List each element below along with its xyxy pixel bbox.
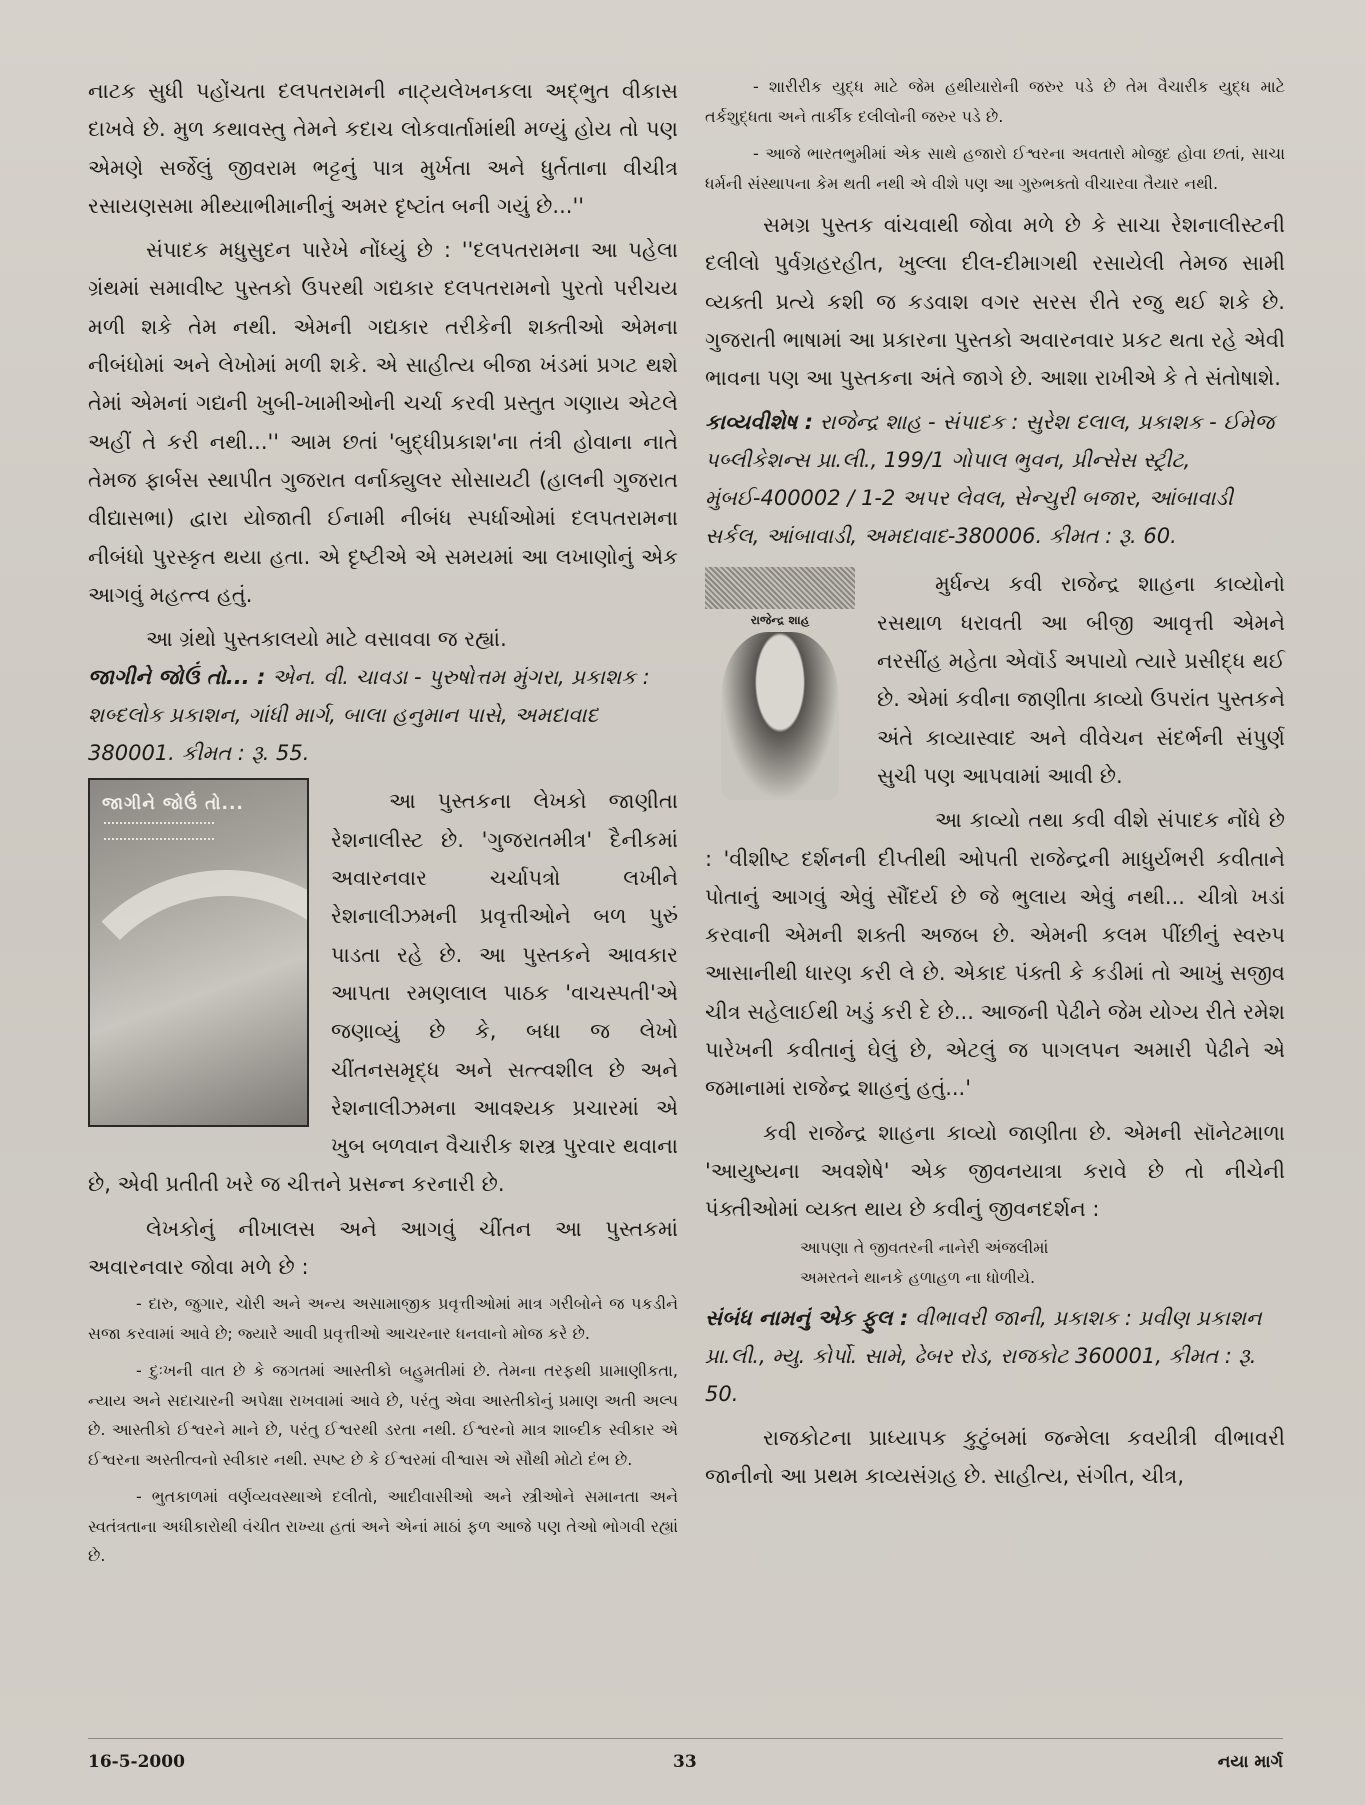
cover-arc-decoration [88,870,309,1127]
paragraph: મુર્ધન્ય કવી રાજેન્દ્ર શાહના કાવ્યોનો રસથાળ ધરાવતી આ બીજી આવૃત્તી એમને નરસીંહ મહેતા એવૉર્ડ અપાયો ત્યારે પ્રસીદ્ધ થઈ છે. એમાં કવીના જાણીતા કાવ્યો ઉપરાંત પુસ્તકને અંતે કાવ્યાસ્વાદ અને વીવેચન સંદર્ભની સંપુર્ણ સુચી પણ આપવામાં આવી છે. [877,572,1285,788]
book-cover-title: જાગીને જોઉં તો... [102,794,244,815]
poem-line: આપણા તે જીવતરની નાનેરી અંજલીમાં [800,1237,1049,1257]
book-citation [705,1299,1285,1413]
paragraph: આ ગ્રંથો પુસ્તકાલયો માટે વસાવવા જ રહ્યાં. [146,627,507,652]
book-details: રાજેન્દ્ર શાહ - સંપાદક : સુરેશ દલાલ, પ્રકાશક - ઈમેજ પબ્લીકેશન્સ પ્રા.લી., 199/1 ગોપાલ ભુવન, પ્રીન્સેસ સ્ટ્રીટ, મુંબઈ-400002 / 1-2 અપર લેવલ, સેન્ચુરી બજાર, આંબાવાડી સર્કલ, આંબાવાડી, અમદાવાદ-380006. કીમત : રૂ. 60. [705,410,1275,549]
paragraph: સમગ્ર પુસ્તક વાંચવાથી જોવા મળે છે કે સાચા રેશનાલીસ્ટની દલીલો પુર્વગ્રહરહીત, ખુલ્લા દીલ-દીમાગથી રસાયેલી તેમજ સામી વ્યક્તી પ્રત્યે કશી જ કડવાશ વગર સરસ રીતે રજુ થઈ શકે છે. ગુજરાતી ભાષામાં આ પ્રકારના પુસ્તકો અવારનવાર પ્રકટ થતા રહે એવી ભાવના પણ આ પુસ્તકના અંતે જાગે છે. આશા રાખીએ કે તે સંતોષાશે. [705,213,1285,391]
right-column [705,72,1285,1495]
magazine-name: નયા માર્ગ [1217,1752,1283,1772]
page-footer [88,1752,1283,1780]
quote: - દુઃખની વાત છે કે જગતમાં આસ્તીકો બહુમતીમાં છે. તેમના તરફથી પ્રામાણીકતા, ન્યાય અને સદાચારની અપેક્ષા રાખવામાં આવે છે, પરંતુ એવા આસ્તીકોનું પ્રમાણ અતી અલ્પ છે. આસ્તીકો ઈશ્વરને માને છે, પરંતુ ઈશ્વરથી ડરતા નથી. ઈશ્વરનો માત્ર શાબ્દીક સ્વીકાર એ ઈશ્વરના અસ્તીત્વનો સ્વીકાર નથી. સ્પષ્ટ છે કે ઈશ્વરમાં વીશ્વાસ એ સૌથી મોટો દંભ છે. [88,1361,678,1469]
paragraph: લેખકોનું નીખાલસ અને આગવું ચીંતન આ પુસ્તકમાં અવારનવાર જોવા મળે છે : [88,1216,678,1280]
left-column [88,72,678,1579]
author-photo-block [705,567,855,807]
author-photo [721,632,839,800]
book-title: સંબંધ નામનું એક ફુલ : [705,1305,909,1330]
photo-caption: રાજેન્દ્ર શાહ [750,613,810,628]
poem-line: અમરતને થાનકે હળાહળ ના ધોળીયે. [800,1267,1036,1287]
paragraph: આ પુસ્તકના લેખકો જાણીતા રેશનાલીસ્ટ છે. 'ગુજરાતમીત્ર' દૈનીકમાં અવારનવાર ચર્ચાપત્રો લખીને રેશનાલીઝમની પ્રવૃત્તીઓને બળ પુરું પાડતા રહે છે. આ પુસ્તકને આવકાર આપતા રમણલાલ પાઠક 'વાચસ્પતી'એ જણાવ્યું છે કે, બધા જ લેખો ચીંતનસમૃદ્ધ અને સત્ત્વશીલ છે અને રેશનાલીઝમના આવશ્યક પ્રચારમાં એ ખુબ બળવાન વૈચારીક શસ્ત્ર પુરવાર થવાના છે, એવી પ્રતીતી ખરે જ ચીત્તને પ્રસન્ન કરનારી છે. [88,789,678,1197]
book-citation [88,658,678,772]
book-cover-image [88,778,309,1127]
paragraph: આ કાવ્યો તથા કવી વીશે સંપાદક નોંધે છે : 'વીશીષ્ટ દર્શનની દીપ્તીથી ઓપતી રાજેન્દ્રની માધુર્યભરી કવીતાને પોતાનું આગવું એવું સૌંદર્ય છે જે ભુલાય એવું નથી... ચીત્રો ખડાં કરવાની એમની શક્તી અજબ છે. એમની કલમ પીંછીનું સ્વરુપ આસાનીથી ધારણ કરી લે છે. એકાદ પંક્તી કે કડીમાં તો આખું સજીવ ચીત્ર સહેલાઈથી ખડું કરી દે છે... આજની પેઢીને જેમ યોગ્ય રીતે રમેશ પારેખની કવીતાનું ઘેલું છે, એટલું જ પાગલપન અમારી પેઢીને એ જમાનામાં રાજેન્દ્ર શાહનું હતું...' [705,808,1285,1101]
book-title: કાવ્યવીશેષ : [705,410,813,435]
book-details: એન. વી. ચાવડા - પુરુષોત્તમ મુંગરા, પ્રકાશક : શબ્દલોક પ્રકાશન, ગાંધી માર્ગ, બાલા હનુમાન પાસે, અમદાવાદ 380001. કીમત : રૂ. 55. [88,665,650,766]
book-details: વીભાવરી જાની, પ્રકાશક : પ્રવીણ પ્રકાશન પ્રા.લી., મ્યુ. કોર્પો. સામે, ઢેબર રોડ, રાજકોટ 360001, કીમત : રૂ. 50. [705,1305,1262,1406]
quote: - દારુ, જુગાર, ચોરી અને અન્ય અસામાજીક પ્રવૃત્તીઓમાં માત્ર ગરીબોને જ પકડીને સજા કરવામાં આવે છે; જ્યારે આવી પ્રવૃત્તીઓ આચરનાર ધનવાનો મોજ કરે છે. [88,1294,678,1343]
book-title: જાગીને જોઉં તો... : [88,665,266,690]
issue-date: 16-5-2000 [88,1752,185,1772]
cover-lines-decoration [104,822,214,840]
quote: - ભુતકાળમાં વર્ણવ્યવસ્થાએ દલીતો, આદીવાસીઓ અને સ્ત્રીઓને સમાનતા અને સ્વતંત્રતાના અધીકારોથી વંચીત રાખ્યા હતાં અને એનાં માઠાં ફળ આજે પણ તેઓ ભોગવી રહ્યાં છે. [88,1487,678,1566]
paragraph: રાજકોટના પ્રાધ્યાપક કુટુંબમાં જન્મેલા કવયીત્રી વીભાવરી જાનીનો આ પ્રથમ કાવ્યસંગ્રહ છે. સાહીત્ય, સંગીત, ચીત્ર, [705,1425,1285,1488]
photo-header-pattern [705,567,855,609]
quote: - શારીરીક યુદ્ધ માટે જેમ હથીયારોની જરુર પડે છે તેમ વૈચારીક યુદ્ધ માટે તર્કશુદ્ધતા અને તાર્કીક દલીલોની જરુર પડે છે. [705,77,1285,126]
paragraph: નાટક સુધી પહોંચતા દલપતરામની નાટ્યલેખનકલા અદ્ભુત વીકાસ દાખવે છે. મુળ કથાવસ્તુ તેમને કદાચ લોકવાર્તામાંથી મળ્યું હોય તો પણ એમણે સર્જેલું જીવરામ ભટ્ટનું પાત્ર મુર્ખતા અને ધુર્તતાના વીચીત્ર રસાયણસમા મીથ્યાભીમાનીનું અમર દૃષ્ટાંત બની ગયું છે...'' [88,79,678,218]
footer-rule [88,1738,1283,1739]
paragraph: કવી રાજેન્દ્ર શાહના કાવ્યો જાણીતા છે. એમની સૉનેટમાળા 'આયુષ્યના અવશેષે' એક જીવનયાત્રા કરાવે છે તો નીચેની પંક્તીઓમાં વ્યક્ત થાય છે કવીનું જીવનદર્શન : [705,1120,1285,1222]
paragraph: સંપાદક મધુસુદન પારેખે નોંધ્યું છે : ''દલપતરામના આ પહેલા ગ્રંથમાં સમાવીષ્ટ પુસ્તકો ઉપરથી ગદ્યકાર દલપતરામનો પુરતો પરીચય મળી શકે તેમ નથી. એમની ગદ્યકાર તરીકેની શક્તીઓ એમના નીબંધોમાં અને લેખોમાં મળી શકે. એ સાહીત્ય બીજા ખંડમાં પ્રગટ થશે તેમાં એમનાં ગદ્યની ખુબી-ખામીઓની ચર્ચા કરવી પ્રસ્તુત ગણાય એટલે અહીં તે કરી નથી...'' આમ છતાં 'બુદ્ધીપ્રકાશ'ના તંત્રી હોવાના નાતે તેમજ ફાર્બસ સ્થાપીત ગુજરાત વર્નાક્યુલર સોસાયટી (હાલની ગુજરાત વીદ્યાસભા) દ્વારા યોજાતી ઈનામી નીબંધ સ્પર્ધાઓમાં દલપતરામના નીબંધો પુરસ્કૃત થયા હતા. એ દૃષ્ટીએ એ સમયમાં આ લખાણોનું એક આગવું મહત્ત્વ હતું. [88,238,678,607]
page-number: 33 [673,1752,697,1772]
book-citation [705,403,1285,555]
quote: - આજે ભારતભુમીમાં એક સાથે હજારો ઈશ્વરના અવતારો મોજુદ હોવા છતાં, સાચા ધર્મની સંસ્થાપના કેમ થતી નથી એ વીશે પણ આ ગુરુભક્તો વીચારવા તૈયાર નથી. [705,144,1285,193]
poem-excerpt [705,1233,1285,1293]
